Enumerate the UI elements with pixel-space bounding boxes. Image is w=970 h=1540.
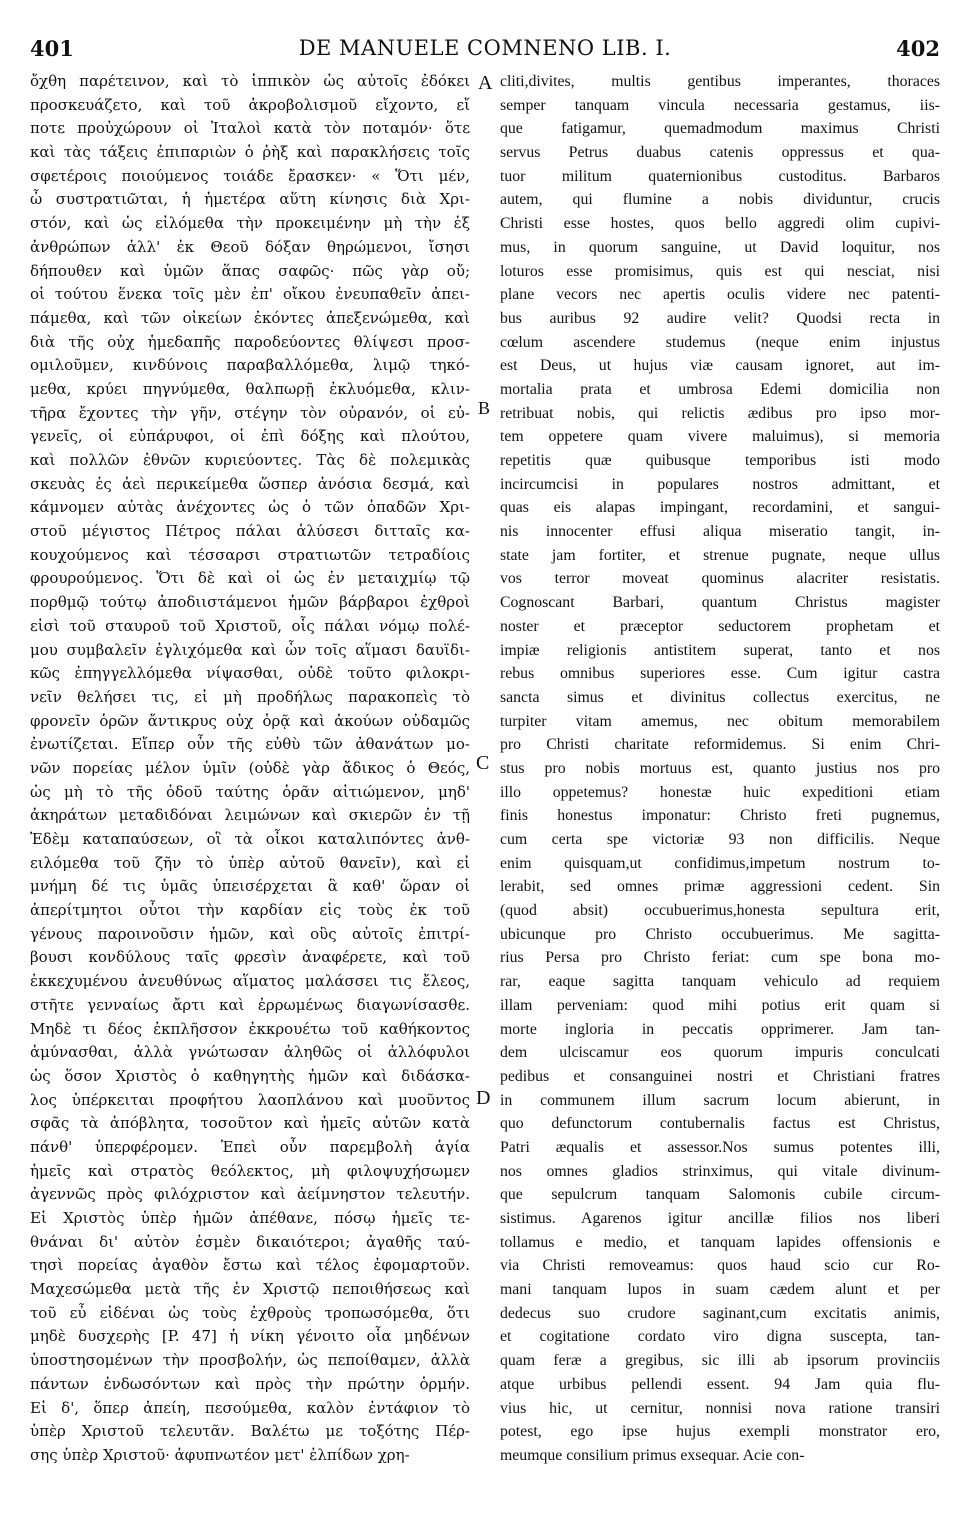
latin-text-line: lerabit, sed omnes primæ aggressioni cedent. Sin (500, 878, 940, 896)
latin-text-line: atque urbibus pellendi essent. 94 Jam quia flu- (500, 1375, 940, 1393)
latin-text-line: tollamus e medio, et tanquam lapides offensionis e (500, 1233, 940, 1251)
greek-text-line: σφετέροις ποιούμενος τοιάδε ἔρασκεν· « Ὅτι μέν, (30, 166, 470, 185)
latin-text-line: in communem illum sacrum locum abierunt, in (500, 1091, 940, 1109)
greek-text-line: στῆτε γενναίως ἄρτι καὶ ἐρρωμένως διαγωνίσασθε. (30, 995, 470, 1014)
greek-text-line: ἀπερίτμητοι οὗτοι τὴν καρδίαν εἰς τοὺς ἐκ τοῦ (30, 901, 470, 920)
greek-text-line: φρονεῖν ὁρῶν ἄντικρυς οὐχ ὁρᾷ καὶ ἀκούων οὐδαμῶς (30, 711, 470, 730)
latin-text-line: que sepulcrum tanquam Salomonis cubile circum- (500, 1186, 940, 1204)
greek-text-line: τοῦ εὖ εἰδέναι ὡς τοὺς ἐχθροὺς τροπωσόμεθα, ὅτι (30, 1303, 470, 1322)
greek-text-line: πάνθ' ὑπερφέρομεν. Ἐπεὶ οὖν παρεμβολὴ ἁγία (30, 1137, 470, 1156)
greek-text-line: ὑποστησομένων τὴν προσβολήν, ὡς πεποίθαμεν, ἀλλὰ (30, 1351, 470, 1370)
greek-text-line: Μηδὲ τι δέος ἐκπλῆσσον ἐκκρουέτω τοῦ καθήκοντος (30, 1019, 470, 1038)
latin-text-line: Cognoscant Barbari, quantum Christus magister (500, 594, 940, 612)
latin-text-line: enim quisquam,ut confidimus,impetum nostrum to- (500, 854, 940, 872)
latin-text-line: tuor militum quaternionibus custoditus. Barbaros (500, 167, 940, 185)
greek-text-line: νῶν πορείας μέλον ὑμῖν (οὐδὲ γὰρ ἄδικος ὁ Θεός, (30, 758, 470, 777)
latin-text-line: state jam fortiter, et strenue pugnate, neque ullus (500, 546, 940, 564)
margin-letter-d: D (476, 1087, 491, 1109)
margin-letter-a: A (478, 72, 493, 94)
greek-text-line: σκευὰς ἐς ἀεὶ περικείμεθα ὥσπερ ἀνόσια δεσμά, καὶ (30, 474, 470, 493)
greek-text-line: πάμεθα, καὶ τῶν οἰκείων ἐκόντες ἀπεξενώμεθα, καὶ (30, 308, 470, 327)
greek-text-line: καὶ τὰς τάξεις ἐπιπαριὼν ὁ ῥὴξ καὶ παρακλήσεις τοῖς (30, 143, 470, 162)
latin-text-line: meumque consilium primus exsequar. Acie con- (500, 1446, 805, 1464)
latin-text-line: vius hic, ut cernitur, nonnisi nova ratione transiri (500, 1399, 940, 1417)
latin-text-line: servus Petrus duabus catenis oppressus et qua- (500, 144, 940, 162)
greek-text-line: μνήμη δέ τις ὑμᾶς ὑπεισέρχεται ἃ καθ' ὥραν οἱ (30, 877, 470, 896)
greek-text-line: πορθμῷ τούτῳ ἀποδιιστάμενοι ἡμῶν βάρβαροι ἐχθροὶ (30, 593, 470, 612)
latin-text-line: mus, in quorum sanguine, ut David loquitur, nos (500, 238, 940, 256)
latin-text-line: rar, eaque sagitta tanquam vehiculo ad requiem (500, 973, 940, 991)
latin-text-line: Patri æqualis et assessor.Nos sumus potentes illi, (500, 1138, 940, 1156)
greek-text-line: κάμνομεν αὐτὰς ἀνέχοντες ὡς ὁ τῶν ὀπαδῶν Χρι- (30, 498, 470, 517)
greek-text-line: διὰ τῆς οὐχ ἡμεδαπῆς παροδεύοντες θλίψεσι προσ- (30, 332, 470, 351)
greek-text-line: ὑπὲρ Χριστοῦ τελευτᾶν. Βαλέτω με τοξότης Πέρ- (30, 1422, 470, 1441)
latin-text-line: quo defunctorum contubernalis factus est Christus, (500, 1115, 940, 1133)
greek-text-line: ἡμεῖς καὶ στρατὸς θεόλεκτος, μὴ φιλοψυχήσωμεν (30, 1161, 470, 1180)
page-number-right: 402 (896, 36, 940, 61)
latin-text-line: mani tanquam lupos in suam cædem alunt et per (500, 1281, 940, 1299)
greek-text-line: σφᾶς τὰ ἀπόβλητα, τοσοῦτον καὶ ἡμεῖς αὐτῶν κατὰ (30, 1114, 470, 1133)
greek-text-line: ἀνθρώπων ἀλλ' ἐκ Θεοῦ δόξαν θηρώμενοι, ἴσησι (30, 237, 470, 256)
greek-text-line: κῶς ἐπηγγελλόμεθα νίψασθαι, οὐδὲ τοῦτο φιλοκρι- (30, 664, 470, 683)
greek-text-line: ἀμύνασθαι, ἀλλὰ γνώτωσαν ἀληθῶς οἱ ἀλλόφυλοι (30, 1043, 470, 1062)
greek-text-line: μου συμβαλεῖν ἐγλιχόμεθα καὶ ὧν τοῖς αἵμασι δαυϊδι- (30, 640, 470, 659)
latin-text-line: potest, ego ipse hujus exempli monstrator ero, (500, 1423, 940, 1441)
greek-text-line: ἐκκεχυμένου ἀνευθύνως αἵματος μαλάσσει τις ἔλεος, (30, 972, 470, 991)
greek-text-line: ὡς ὅσον Χριστὸς ὁ καθηγητὴς ἡμῶν καὶ διδάσκα- (30, 1066, 470, 1085)
margin-letter-c: C (476, 752, 490, 774)
running-title: DE MANUELE COMNENO LIB. I. (298, 36, 672, 60)
latin-text-line: rebus omnibus superiores esse. Cum igitur castra (500, 665, 940, 683)
latin-text-line: pro Christi charitate reformidemus. Si enim Chri- (500, 736, 940, 754)
latin-text-line: dedecus suo crudore saginant,cum excitatis animis, (500, 1304, 940, 1322)
latin-text-line: rius Persa pro Christo feriat: cum spe bona mo- (500, 949, 940, 967)
latin-text-line: vos terror moveat quominus alacriter resistatis. (500, 570, 940, 588)
latin-text-line: illam perveniam: quod mihi potius erit quam si (500, 996, 940, 1014)
latin-text-line: morte ingloria in peccatis opprimerer. Jam tan- (500, 1020, 940, 1038)
greek-text-line: ομιλοῦμεν, κινδύνοις παραβαλλόμεθα, λιμῷ τηκό- (30, 356, 470, 375)
greek-text-line: στόν, καὶ ὡς εἰλόμεθα τὴν προκειμένην μὴ τὴν ἐξ (30, 214, 470, 233)
latin-text-line: sancta simus et divinitus collectus exercitus, ne (500, 688, 940, 706)
latin-text-line: via Christi removeamus: quos haud scio cur Ro- (500, 1257, 940, 1275)
latin-text-line: pedibus et consanguinei nostri et Christiani fratres (500, 1067, 940, 1085)
latin-text-line: autem, qui flumine a nobis dividuntur, crucis (500, 191, 940, 209)
latin-text-line: tem oppetere quam vivere maluimus), si memoria (500, 428, 940, 446)
greek-text-line: Εἰ δ', ὅπερ ἀπείη, πεσούμεθα, καλὸν ἐντάφιον τὸ (30, 1398, 470, 1417)
greek-text-line: ἐνωτίζεται. Εἴπερ οὖν τῆς εὐθὺ τῶν ἀθανάτων μο- (30, 735, 470, 754)
latin-text-line: repetitis quæ quibusque temporibus isti modo (500, 452, 940, 469)
latin-text-line: mortalia prata et umbrosa Edemi domicilia non (500, 380, 940, 398)
greek-text-line: τῆρα ἔχοντες τὴν γῆν, στέγην τὸν οὐρανόν, οἱ εὐ- (30, 403, 470, 422)
greek-text-line: νεῖν θελήσει τις, εἰ μὴ προδήλως παρακοπεὶς τὸ (30, 687, 470, 706)
latin-text-line: quam feræ a gregibus, sic illi ab ipsorum provinciis (500, 1352, 940, 1370)
greek-text-column (30, 70, 470, 1468)
greek-text-line: ὄχθη παρέτεινον, καὶ τὸ ἱππικὸν ὡς αὐτοῖς ἐδόκει (30, 72, 470, 90)
greek-text-line: Ἐδὲμ καταπαύσεων, οἳ τὰ οἶκοι καταλιπόντες ἀνθ- (30, 830, 470, 848)
latin-text-line: dem ulciscamur eos quorum impuris conculcati (500, 1044, 940, 1062)
greek-text-line: στοῦ μέγιστος Πέτρος πάλαι ἁλύσεσι διτταῖς κα- (30, 522, 470, 541)
greek-text-line: ἀκηράτων μεταδιδόναι λειμώνων καὶ σκιερῶν ἐν τῇ (30, 806, 470, 825)
latin-text-line: stus pro nobis mortuus est, quanto justius nos pro (500, 759, 940, 777)
latin-text-line: (quod absit) occubuerimus,honesta sepultura erit, (500, 902, 940, 920)
margin-letter-b: B (478, 398, 491, 418)
greek-text-line: θνάναι δι' αὐτὸν ἐσμὲν δικαιότεροι; ἀγαθῆς ταύ- (30, 1232, 470, 1251)
latin-text-line: finis honestus imponatur: Christo freti pugnemus, (500, 807, 940, 825)
latin-text-line: retribuat nobis, qui relictis ædibus pro ipso mor- (500, 404, 940, 422)
greek-text-line: τησὶ πορείας ἀγαθὸν ἔστω καὶ τέλος ἐφομαρτοῦν. (30, 1256, 470, 1275)
greek-text-line: πάντων ἐνδωσόντων καὶ πρὸς τὴν πρώτην ὁρμήν. (30, 1374, 470, 1393)
page-number-left: 401 (30, 36, 74, 61)
greek-text-line: λος ὑπέρκειται προφήτου λαοπλάνου καὶ μυοῦντος (30, 1090, 470, 1109)
page-header (30, 36, 940, 64)
latin-text-line: plane vecors nec apertis oculis videre nec patenti- (500, 286, 940, 304)
greek-text-line: εἰσὶ τοῦ σταυροῦ τοῦ Χριστοῦ, οἷς πάλαι νόμῳ πολέ- (30, 616, 470, 635)
greek-text-line: ειλόμεθα τοῦ ζῆν τὸ ὑπὲρ αὐτοῦ θανεῖν), καὶ εἰ (30, 853, 470, 872)
latin-text-line: turpiter vitam amemus, nec obitum memorabilem (500, 712, 940, 730)
greek-text-line: Μαχεσώμεθα μετὰ τῆς ἐν Χριστῷ πεποιθήσεως καὶ (30, 1280, 470, 1299)
greek-text-line: ἀγεννῶς πρὸς φιλόχριστον καὶ ἀείμνηστον τελευτήν. (30, 1185, 470, 1204)
latin-text-line: nis innocenter effusi aliqua miseratio tangit, in- (500, 523, 940, 541)
latin-text-line: impiæ religionis antistitem superat, tanto et nos (500, 641, 940, 659)
latin-text-line: cœlum ascendere studemus (neque enim injustus (500, 333, 940, 351)
latin-text-line: incircumcisi in populares nostros admittant, et (500, 475, 940, 493)
greek-text-line: μηδὲ δυσχερὴς [P. 47] ἡ νίκη γένοιτο οἷα μηδένων (30, 1327, 470, 1346)
latin-text-line: noster et præceptor seductorem prophetam et (500, 617, 940, 635)
greek-text-line: ποτε προὐχώρουν οἱ Ἰταλοὶ κατὰ τὸν ποταμόν· ὅτε (30, 119, 470, 138)
greek-text-line: ὦ συστρατιῶται, ἡ ἡμετέρα αὕτη κίνησις διὰ Χρι- (30, 190, 470, 209)
greek-text-line: μεθα, κρύει πηγνύμεθα, θαλπωρῇ ἐκλυόμεθα, κλιν- (30, 379, 470, 398)
latin-text-line: nos omnes gladios strinximus, qui vitale divinum- (500, 1162, 940, 1180)
latin-text-column (500, 70, 940, 1468)
greek-text-line: σης ὑπὲρ Χριστοῦ· ἀφυπνωτέον μετ' ἐλπίδων χρη- (30, 1445, 410, 1464)
latin-text-line: bus auribus 92 audire velit? Quodsi recta in (500, 309, 940, 327)
greek-text-line: οἱ τούτου ἕνεκα τοῖς μὲν ἐπ' οἴκου ἐνευπαθεῖν ἀπει- (30, 285, 470, 304)
latin-text-line: sistimus. Agarenos igitur ancillæ filios nos liberi (500, 1210, 940, 1227)
latin-text-line: est Deus, ut hujus viæ causam ignoret, aut im- (500, 357, 940, 375)
greek-text-line: δήπουθεν καὶ ὑμῶν ἅπας σαφῶς· πῶς γὰρ οὔ; (30, 261, 470, 280)
greek-text-line: βουσι κονδύλους ταῖς φρεσὶν ἀναφέρετε, καὶ τοῦ (30, 948, 470, 967)
greek-text-line: γένους παροινοῦσιν ἡμῶν, καὶ οὓς αὐτοῖς ἐπιτρί- (30, 924, 470, 943)
latin-text-line: Christi esse hostes, quos bello aggredi olim cupivi- (500, 215, 940, 233)
latin-text-line: et cogitatione cordato viro digna suscepta, tan- (500, 1328, 940, 1346)
greek-text-line: καὶ πολλῶν ἐθνῶν κυριεύοντες. Τὰς δὲ πολεμικὰς (30, 451, 470, 469)
latin-text-line: illo oppetemus? honestæ huic expeditioni etiam (500, 783, 940, 801)
latin-text-line: que fatigamur, quemadmodum maximus Christi (500, 120, 940, 138)
greek-text-line: Εἰ Χριστὸς ὑπὲρ ἡμῶν ἀπέθανε, πόσῳ ἡμεῖς τε- (30, 1209, 470, 1227)
latin-text-line: semper tanquam vincula necessaria gestamus, iis- (500, 96, 940, 114)
latin-text-line: cum certa spe victoriæ 93 non difficilis. Neque (500, 831, 940, 848)
latin-text-line: loturos esse promisimus, quis est qui nesciat, nisi (500, 262, 940, 280)
greek-text-line: φρουρούμενος. Ὅτι δὲ καὶ οἱ ὡς ἐν μεταιχμίῳ τῷ (30, 569, 470, 588)
greek-text-line: ὡς μὴ τὸ τῆς ὁδοῦ ταύτης ὁρᾶν αἰτιώμενον, μηδ' (30, 782, 470, 801)
greek-text-line: κουχούμενος καὶ τέσσαρσι στρατιωτῶν τετραδίοις (30, 545, 470, 564)
latin-text-line: quas eis alapas impingant, recordamini, et sangui- (500, 499, 940, 517)
latin-text-line: cliti,divites, multis gentibus imperantes, thoraces (500, 73, 940, 90)
latin-text-line: ubicunque pro Christo occubuerimus. Me sagitta- (500, 925, 940, 943)
greek-text-line: προσκευάζετο, καὶ τοῦ ἀκροβολισμοῦ εἴχοντο, εἴ (30, 95, 470, 114)
greek-text-line: γενεῖς, οἱ εὐπάρυφοι, οἱ ἐπὶ δόξης καὶ πλούτου, (30, 427, 470, 446)
